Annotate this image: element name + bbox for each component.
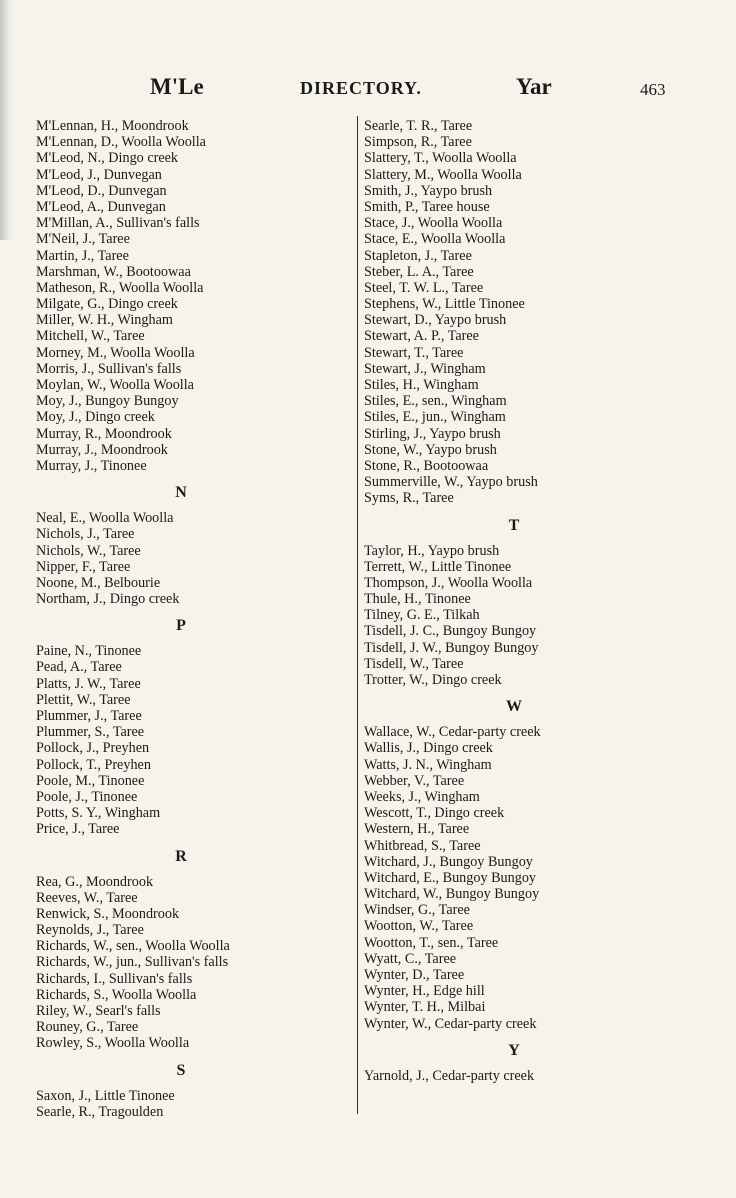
directory-entry: Richards, S., Woolla Woolla bbox=[36, 986, 197, 1003]
directory-entry: Wynter, T. H., Milbai bbox=[364, 999, 486, 1016]
directory-entry: Wootton, T., sen., Taree bbox=[364, 934, 499, 951]
directory-entry: Smith, J., Yaypo brush bbox=[364, 182, 493, 199]
directory-entry: Neal, E., Woolla Woolla bbox=[36, 510, 174, 527]
directory-entry: Northam, J., Dingo creek bbox=[36, 591, 180, 608]
directory-entry: Watts, J. N., Wingham bbox=[364, 756, 492, 773]
right-column bbox=[364, 118, 704, 1084]
directory-entry: Stewart, A. P., Taree bbox=[364, 328, 479, 345]
directory-entry: Wallis, J., Dingo creek bbox=[364, 740, 493, 757]
directory-entry: Slattery, M., Woolla Woolla bbox=[364, 166, 522, 183]
page-number: 463 bbox=[640, 80, 666, 99]
directory-entry: Tisdell, J. C., Bungoy Bungoy bbox=[364, 623, 537, 640]
directory-entry: Moylan, W., Woolla Woolla bbox=[36, 377, 194, 393]
directory-entry: Rea, G., Moondrook bbox=[36, 873, 154, 890]
page-header bbox=[0, 74, 736, 104]
directory-entry: Stapleton, J., Taree bbox=[364, 247, 472, 264]
directory-entry: Taylor, H., Yaypo brush bbox=[364, 542, 500, 559]
header-title: DIRECTORY. bbox=[300, 78, 422, 98]
directory-entry: Western, H., Taree bbox=[364, 821, 470, 838]
directory-entry: M'Millan, A., Sullivan's falls bbox=[36, 215, 200, 232]
directory-entry: Pollock, J., Preyhen bbox=[36, 740, 150, 757]
directory-entry: Wynter, H., Edge hill bbox=[364, 983, 485, 1000]
directory-entry: Steber, L. A., Taree bbox=[364, 263, 474, 280]
section-letter: T bbox=[508, 516, 520, 534]
directory-entry: Stone, W., Yaypo brush bbox=[364, 441, 497, 458]
directory-entry: Renwick, S., Moondrook bbox=[36, 905, 180, 922]
directory-entry: Tisdell, J. W., Bungoy Bungoy bbox=[364, 639, 539, 656]
directory-entry: Windser, G., Taree bbox=[364, 902, 470, 919]
directory-entry: Stiles, E., jun., Wingham bbox=[364, 409, 506, 426]
section-letter: W bbox=[506, 698, 522, 716]
directory-entry: Stewart, D., Yaypo brush bbox=[364, 312, 507, 329]
directory-entry: Wescott, T., Dingo creek bbox=[364, 805, 505, 822]
directory-entry: Smith, P., Taree house bbox=[364, 198, 490, 215]
directory-entry: Stewart, T., Taree bbox=[364, 344, 464, 361]
directory-entry: Poole, M., Tinonee bbox=[36, 772, 145, 789]
directory-entry: Rowley, S., Woolla Woolla bbox=[36, 1035, 190, 1052]
directory-entry: Whitbread, S., Taree bbox=[364, 837, 481, 854]
directory-entry: M'Leod, J., Dunvegan bbox=[36, 166, 162, 183]
directory-entry: Reynolds, J., Taree bbox=[36, 922, 144, 939]
directory-entry: Paine, N., Tinonee bbox=[36, 643, 142, 660]
directory-entry: Morney, M., Woolla Woolla bbox=[36, 344, 195, 361]
directory-entry: Summerville, W., Yaypo brush bbox=[364, 474, 538, 491]
directory-entry: Searle, T. R., Taree bbox=[364, 118, 473, 134]
column-divider bbox=[357, 116, 358, 1114]
directory-entry: Nichols, J., Taree bbox=[36, 526, 135, 543]
section-letter: P bbox=[176, 617, 186, 635]
directory-entry: Witchard, E., Bungoy Bungoy bbox=[364, 869, 537, 886]
directory-entry: Richards, W., sen., Woolla Woolla bbox=[36, 938, 230, 955]
directory-entry: Wynter, W., Cedar-party creek bbox=[364, 1015, 537, 1032]
directory-entry: Nipper, F., Taree bbox=[36, 558, 131, 575]
directory-entry: Stewart, J., Wingham bbox=[364, 360, 486, 377]
directory-entry: Terrett, W., Little Tinonee bbox=[364, 558, 512, 575]
directory-entry: Saxon, J., Little Tinonee bbox=[36, 1087, 175, 1104]
directory-entry: Witchard, J., Bungoy Bungoy bbox=[364, 853, 533, 870]
directory-entry: Wynter, D., Taree bbox=[364, 967, 465, 983]
directory-entry: Nichols, W., Taree bbox=[36, 542, 141, 559]
directory-entry: Wyatt, C., Taree bbox=[364, 950, 457, 967]
directory-entry: Tilney, G. E., Tilkah bbox=[364, 607, 480, 624]
directory-entry: Pead, A., Taree bbox=[36, 659, 122, 676]
directory-entry: M'Lennan, D., Woolla Woolla bbox=[36, 134, 206, 151]
directory-entry: M'Lennan, H., Moondrook bbox=[36, 118, 189, 134]
directory-entry: Moy, J., Bungoy Bungoy bbox=[36, 393, 179, 410]
directory-entry: Matheson, R., Woolla Woolla bbox=[36, 279, 204, 296]
directory-entry: Stephens, W., Little Tinonee bbox=[364, 296, 525, 313]
directory-entry: Yarnold, J., Cedar-party creek bbox=[364, 1067, 535, 1084]
directory-entry: Webber, V., Taree bbox=[364, 772, 465, 789]
directory-entry: Plettit, W., Taree bbox=[36, 691, 131, 708]
directory-entry: Weeks, J., Wingham bbox=[364, 788, 480, 805]
directory-entry: Rouney, G., Taree bbox=[36, 1019, 139, 1036]
directory-entry: Marshman, W., Bootoowaa bbox=[36, 263, 191, 280]
directory-entry: Noone, M., Belbourie bbox=[36, 574, 161, 591]
directory-entry: M'Leod, D., Dunvegan bbox=[36, 182, 167, 199]
directory-entry: M'Leod, A., Dunvegan bbox=[36, 198, 166, 215]
directory-entry: Murray, J., Tinonee bbox=[36, 457, 147, 474]
directory-entry: Stace, J., Woolla Woolla bbox=[364, 215, 503, 232]
directory-entry: Murray, R., Moondrook bbox=[36, 425, 172, 442]
directory-entry: Mitchell, W., Taree bbox=[36, 328, 145, 345]
directory-entry: Morris, J., Sullivan's falls bbox=[36, 360, 182, 377]
directory-entry: Platts, J. W., Taree bbox=[36, 675, 141, 692]
directory-entry: Plummer, J., Taree bbox=[36, 708, 142, 724]
directory-entry: Trotter, W., Dingo creek bbox=[364, 672, 502, 688]
directory-entry: Simpson, R., Taree bbox=[364, 134, 472, 151]
directory-entry: Reeves, W., Taree bbox=[36, 889, 138, 906]
directory-entry: Stirling, J., Yaypo brush bbox=[364, 425, 501, 442]
directory-entry: Thompson, J., Woolla Woolla bbox=[364, 574, 533, 591]
directory-entry: Murray, J., Moondrook bbox=[36, 441, 168, 458]
directory-entry: Slattery, T., Woolla Woolla bbox=[364, 150, 517, 167]
section-letter: Y bbox=[508, 1041, 520, 1059]
section-letter: R bbox=[175, 847, 187, 865]
directory-entry: Searle, R., Tragoulden bbox=[36, 1103, 164, 1120]
directory-entry: Stiles, H., Wingham bbox=[364, 377, 479, 393]
header-left-guide: M'Le bbox=[150, 74, 204, 99]
directory-entry: Stiles, E., sen., Wingham bbox=[364, 393, 507, 410]
directory-entry: Stone, R., Bootoowaa bbox=[364, 457, 489, 474]
directory-entry: Miller, W. H., Wingham bbox=[36, 312, 173, 329]
directory-entry: Milgate, G., Dingo creek bbox=[36, 296, 178, 313]
directory-entry: M'Neil, J., Taree bbox=[36, 231, 130, 248]
section-letter: N bbox=[175, 484, 187, 502]
directory-entry: Moy, J., Dingo creek bbox=[36, 409, 155, 426]
directory-entry: Plummer, S., Taree bbox=[36, 724, 145, 741]
directory-entry: Poole, J., Tinonee bbox=[36, 788, 138, 805]
directory-entry: Martin, J., Taree bbox=[36, 247, 129, 264]
directory-entry: Witchard, W., Bungoy Bungoy bbox=[364, 886, 540, 903]
directory-entry: Richards, I., Sullivan's falls bbox=[36, 970, 193, 987]
page-edge-shadow bbox=[0, 0, 14, 240]
directory-entry: Steel, T. W. L., Taree bbox=[364, 279, 484, 296]
section-letter: S bbox=[176, 1061, 186, 1079]
directory-entry: Tisdell, W., Taree bbox=[364, 655, 464, 672]
directory-entry: Thule, H., Tinonee bbox=[364, 591, 471, 608]
directory-entry: Pollock, T., Preyhen bbox=[36, 756, 151, 773]
directory-entry: Price, J., Taree bbox=[36, 821, 120, 838]
directory-entry: Stace, E., Woolla Woolla bbox=[364, 231, 506, 248]
directory-entry: M'Leod, N., Dingo creek bbox=[36, 150, 179, 167]
directory-entry: Riley, W., Searl's falls bbox=[36, 1003, 161, 1019]
header-right-guide: Yar bbox=[516, 74, 552, 99]
directory-entry: Wootton, W., Taree bbox=[364, 918, 474, 935]
directory-entry: Syms, R., Taree bbox=[364, 490, 454, 507]
left-column bbox=[36, 118, 346, 1120]
directory-entry: Wallace, W., Cedar-party creek bbox=[364, 724, 541, 741]
directory-entry: Potts, S. Y., Wingham bbox=[36, 805, 161, 822]
directory-entry: Richards, W., jun., Sullivan's falls bbox=[36, 954, 229, 971]
